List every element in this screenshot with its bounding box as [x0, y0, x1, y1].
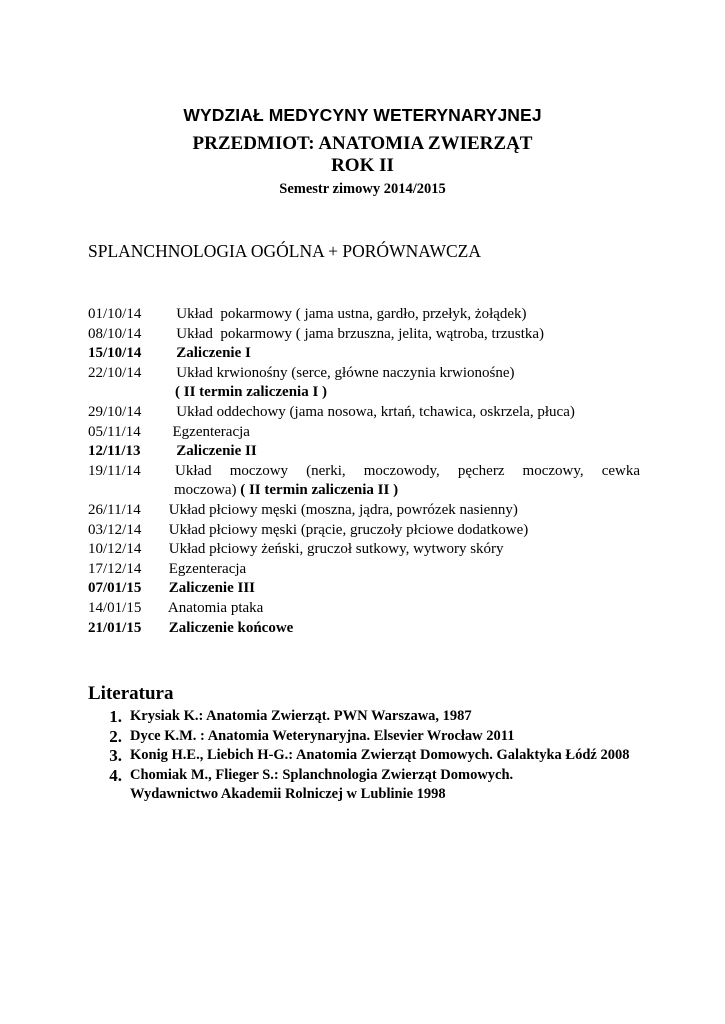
- schedule-date: 08/10/14: [88, 325, 142, 342]
- literature-title: Literatura: [88, 683, 174, 704]
- schedule-row: [88, 501, 640, 521]
- literature-item: [88, 766, 648, 805]
- literature-item: [88, 727, 648, 747]
- literature-list: [88, 707, 648, 805]
- schedule-date: 14/01/15: [88, 599, 142, 616]
- schedule-topic: Układ pokarmowy ( jama ustna, gardło, przełyk, żołądek): [165, 306, 527, 322]
- schedule-row-exam: [88, 579, 640, 599]
- schedule-row: [88, 305, 640, 325]
- schedule-date: 03/12/14: [88, 521, 142, 538]
- schedule-row: [88, 364, 640, 384]
- year-title: ROK II: [331, 155, 394, 176]
- schedule-topic: Anatomia ptaka: [165, 599, 264, 616]
- schedule-topic: Układ moczowy (nerki, moczowody, pęcherz moczowy, cewka: [175, 462, 640, 479]
- item-text: Konig H.E., Liebich H-G.: Anatomia Zwierząt Domowych. Galaktyka Łódź 2008: [130, 747, 630, 763]
- schedule-topic: Zaliczenie końcowe: [165, 619, 294, 636]
- faculty-title: WYDZIAŁ MEDYCYNY WETERYNARYJNEJ: [183, 105, 542, 125]
- schedule-continuation: [88, 481, 640, 501]
- schedule-topic: Zaliczenie I: [165, 345, 251, 362]
- schedule-row: [88, 423, 640, 443]
- schedule-date: 07/01/15: [88, 580, 142, 597]
- schedule-row-exam: [88, 619, 640, 639]
- item-text: Krysiak K.: Anatomia Zwierząt. PWN Warszawa, 1987: [130, 708, 472, 724]
- literature-section: [88, 683, 648, 805]
- schedule-row-exam: [88, 442, 640, 462]
- schedule-date: 10/12/14: [88, 541, 142, 558]
- literature-item: [88, 707, 648, 727]
- schedule-row: [88, 560, 640, 580]
- literature-item: [88, 746, 648, 766]
- item-number: 3.: [109, 746, 122, 765]
- retake-note: ( II termin zaliczenia II ): [240, 482, 399, 499]
- schedule-row: [88, 325, 640, 345]
- schedule-topic: Egzenteracja: [165, 560, 247, 577]
- schedule-date: 17/12/14: [88, 560, 142, 577]
- section-title: SPLANCHNOLOGIA OGÓLNA + PORÓWNAWCZA: [88, 241, 481, 261]
- schedule-date: 12/11/13: [88, 443, 141, 460]
- schedule-row: [88, 462, 640, 482]
- schedule-date: 26/11/14: [88, 501, 141, 518]
- schedule-topic: Układ płciowy męski (prącie, gruczoły płciowe dodatkowe): [165, 521, 529, 538]
- schedule-topic: Układ płciowy męski (moszna, jądra, powrózek nasienny): [165, 501, 518, 518]
- subject-title: PRZEDMIOT: ANATOMIA ZWIERZĄT: [192, 133, 533, 154]
- schedule-topic: Zaliczenie II: [165, 443, 257, 460]
- schedule-row-exam: [88, 344, 640, 364]
- schedule-topic: Układ oddechowy (jama nosowa, krtań, tchawica, oskrzela, płuca): [165, 403, 575, 420]
- schedule-date: 05/11/14: [88, 423, 141, 440]
- item-number: 2.: [109, 726, 122, 746]
- retake-note: ( II termin zaliczenia I ): [175, 384, 328, 401]
- schedule-topic: Układ krwionośny (serce, główne naczynia krwionośne): [165, 364, 515, 381]
- schedule-date: 29/10/14: [88, 403, 142, 420]
- schedule-row: [88, 599, 640, 619]
- schedule-row: [88, 540, 640, 560]
- item-text: Chomiak M., Flieger S.: Splanchnologia Zwierząt Domowych. Wydawnictwo Akademii Rolniczej w Lublinie 1998: [130, 766, 514, 802]
- item-number: 1.: [109, 707, 122, 726]
- schedule-topic: Układ płciowy żeński, gruczoł sutkowy, wytwory skóry: [165, 541, 504, 558]
- schedule-topic: Układ pokarmowy ( jama brzuszna, jelita, wątroba, trzustka): [165, 325, 545, 342]
- semester-label: Semestr zimowy 2014/2015: [279, 181, 446, 197]
- schedule-date: 19/11/14: [88, 462, 141, 479]
- document-header: [0, 104, 725, 199]
- schedule-date: 22/10/14: [88, 364, 142, 381]
- schedule-date: 01/10/14: [88, 306, 142, 322]
- item-number: 4.: [109, 765, 122, 785]
- schedule-date: 15/10/14: [88, 345, 142, 362]
- schedule-row: [88, 521, 640, 541]
- schedule-row: [88, 403, 640, 423]
- schedule-topic: Egzenteracja: [165, 423, 250, 440]
- schedule-topic: Zaliczenie III: [165, 580, 255, 597]
- schedule-continuation: [88, 383, 640, 403]
- schedule-date: 21/01/15: [88, 619, 142, 636]
- topic-continuation: moczowa): [174, 482, 237, 499]
- schedule-list: [88, 305, 640, 638]
- item-text: Dyce K.M. : Anatomia Weterynaryjna. Elsevier Wrocław 2011: [130, 727, 515, 744]
